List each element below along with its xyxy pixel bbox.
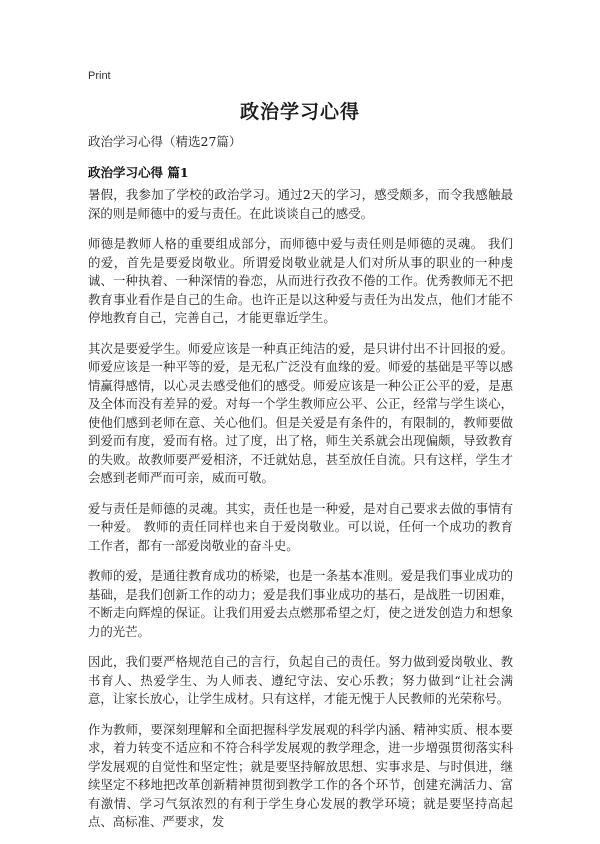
page-title: 政治学习心得 bbox=[239, 101, 360, 123]
paragraph: 师德是教师人格的重要组成部分，而师德中爱与责任则是师德的灵魂。 我们的爱，首先是要爱岗敬业。所谓爱岗敬业就是人们对所从事的职业的一种虔诚、一种执着、一种深情的眷恋，从而进行孜孜不倦的工作。优秀教师无不把教育事业看作是自己的生命。也许正是以这种爱与责任为出发点，他们才能不停地教育自己，完善自己，才能更靠近学生。 bbox=[88, 236, 513, 325]
article-body bbox=[88, 186, 513, 844]
document-subtitle: 政治学习心得（精选27篇） bbox=[88, 134, 242, 149]
paragraph: 因此，我们要严格规范自己的言行，负起自己的责任。努力做到爱岗敬业、教书育人、热爱学生、为人师表、遵纪守法、安心乐教；努力做到“让社会满意，让家长放心，让学生成材。只有这样，才能无愧于人民教师的光荣称号。 bbox=[88, 654, 513, 706]
paragraph: 其次是要爱学生。师爱应该是一种真正纯洁的爱，是只讲付出不计回报的爱。师爱应该是一种平等的爱，是无私广泛没有血缘的爱。师爱的基础是平等以感情赢得感情，以心灵去感受他们的感受。师爱应该是一种公正公平的爱，是惠及全体而没有差异的爱。对每一个学生教师应公平、公正，经常与学生谈心，使他们感到老师在意、关心他们。但是关爱是有条件的，有限制的，教师要做到爱而有度，爱而有格。过了度，出了格，师生关系就会出现偏颇，导致教育的失败。故教师要严爱相济，不迁就姑息，甚至放任自流。只有这样，学生才会感到老师严而可亲，威而可敬。 bbox=[88, 340, 513, 485]
section-heading: 政治学习心得 篇1 bbox=[88, 165, 189, 180]
print-link[interactable]: Print bbox=[88, 70, 111, 82]
paragraph: 教师的爱，是通往教育成功的桥梁，也是一条基本准则。爱是我们事业成功的基础，是我们创新工作的动力；爱是我们事业成功的基石，是战胜一切困难，不断走向辉煌的保证。让我们用爱去点燃那希望之灯，使之迸发创造力和想象力的光芒。 bbox=[88, 568, 513, 639]
paragraph: 爱与责任是师德的灵魂。其实，责任也是一种爱，是对自己要求去做的事情有一种爱。 教师的责任同样也来自于爱岗敬业。可以说，任何一个成功的教育工作者，都有一部爱岗敬业的奋斗史。 bbox=[88, 500, 513, 553]
paragraph: 作为教师，要深刻理解和全面把握科学发展观的科学内涵、精神实质、根本要求，着力转变不适应和不符合科学发展观的教学理念，进一步增强贯彻落实科学发展观的自觉性和坚定性；就是要坚持解放思想、实事求是、与时俱进，继续坚定不移地把改革创新精神贯彻到教学工作的各个环节，创建充满活力、富有激情、学习气氛浓烈的有利于学生身心发展的教学环境；就是要坚持高起点、高标准、严要求，发 bbox=[88, 721, 513, 829]
paragraph: 暑假，我参加了学校的政治学习。通过2天的学习，感受颇多，而令我感触最深的则是师德中的爱与责任。在此谈谈自己的感受。 bbox=[88, 187, 513, 221]
